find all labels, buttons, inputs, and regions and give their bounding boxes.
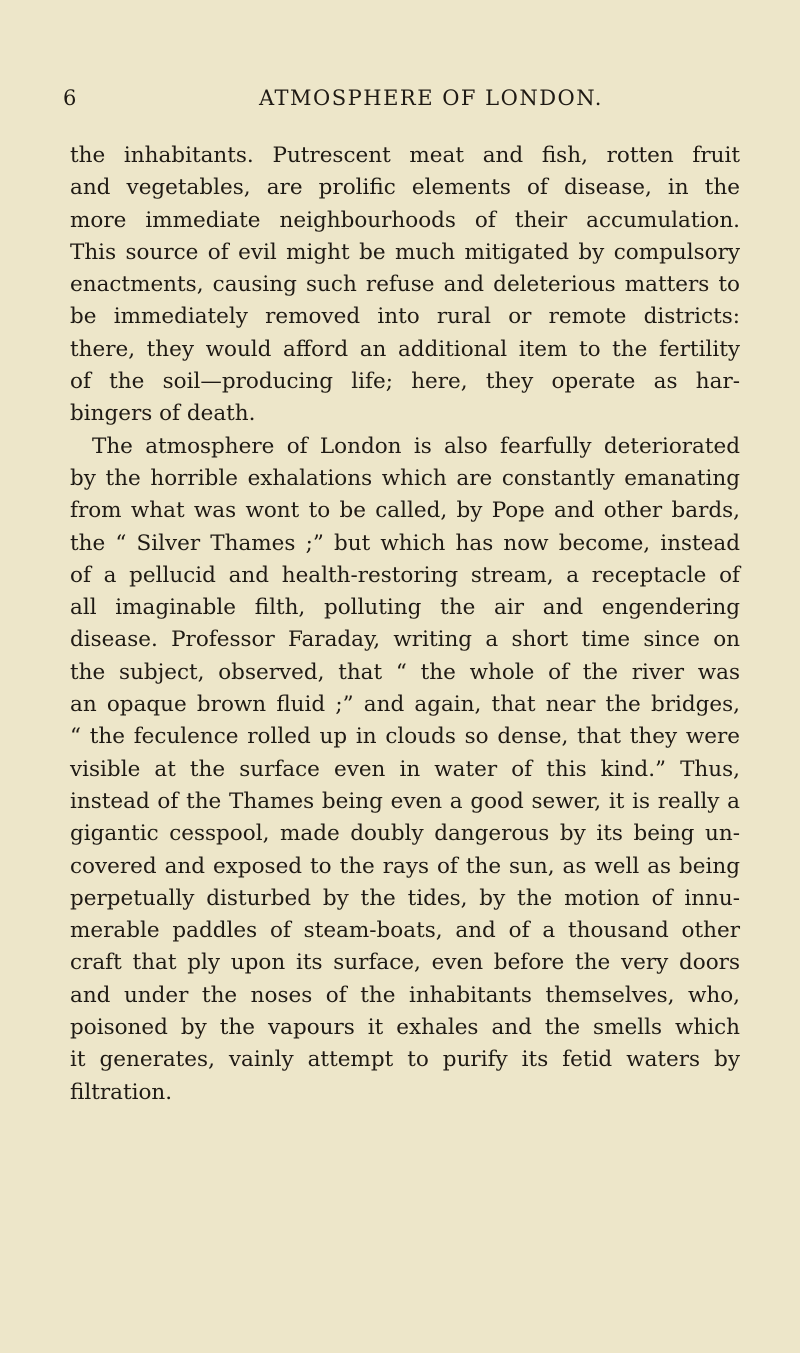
text-line: there, they would afford an additional item to the fertility xyxy=(70,336,740,362)
text-line: disease. Professor Faraday, writing a short time since on xyxy=(70,627,740,653)
text-line: the inhabitants. Putrescent meat and fish, rotten fruit xyxy=(70,143,740,168)
text-line: an opaque brown fluid ;” and again, that near the bridges, xyxy=(70,692,740,718)
text-line: be immediately removed into rural or remote districts: xyxy=(70,304,740,330)
text-line: and under the noses of the inhabitants themselves, who, xyxy=(70,982,740,1008)
text-line: the “ Silver Thames ;” but which has now become, instead xyxy=(70,530,740,556)
running-title: ATMOSPHERE OF LONDON. xyxy=(259,86,603,110)
text-line: and vegetables, are prolific elements of disease, in the xyxy=(70,175,740,201)
text-line: of a pellucid and health-restoring stream, a receptacle of xyxy=(70,562,740,588)
text-line: poisoned by the vapours it exhales and the smells which xyxy=(70,1015,740,1041)
text-line: from what was wont to be called, by Pope and other bards, xyxy=(70,498,740,524)
text-line: instead of the Thames being even a good sewer, it is really a xyxy=(70,788,740,814)
text-line: the subject, observed, that “ the whole of the river was xyxy=(70,659,740,685)
text-line: merable paddles of steam-boats, and of a thousand other xyxy=(70,918,740,944)
text-line: gigantic cesspool, made doubly dangerous by its being un- xyxy=(70,821,740,847)
text-line: enactments, causing such refuse and deleterious matters to xyxy=(70,272,740,298)
text-line: all imaginable filth, polluting the air and engendering xyxy=(70,595,740,621)
text-line: The atmosphere of London is also fearfully deteriorated xyxy=(92,433,740,459)
text-line: by the horrible exhalations which are constantly emanating xyxy=(70,465,740,491)
text-line: perpetually disturbed by the tides, by the motion of innu- xyxy=(70,885,740,911)
body-text xyxy=(70,140,740,1109)
text-line: craft that ply upon its surface, even before the very doors xyxy=(70,950,740,976)
text-line: more immediate neighbourhoods of their accumulation. xyxy=(70,207,740,233)
text-line: covered and exposed to the rays of the sun, as well as being xyxy=(70,853,740,879)
text-line: “ the feculence rolled up in clouds so dense, that they were xyxy=(70,724,740,750)
text-line: filtration. xyxy=(70,1079,173,1105)
text-line: it generates, vainly attempt to purify its fetid waters by xyxy=(70,1047,740,1073)
text-line: bingers of death. xyxy=(70,401,256,427)
text-line: of the soil—producing life; here, they operate as har- xyxy=(70,369,740,395)
text-line: visible at the surface even in water of this kind.” Thus, xyxy=(70,756,740,782)
page-number: 6 xyxy=(63,86,78,110)
text-line: This source of evil might be much mitigated by compulsory xyxy=(70,239,740,265)
running-head xyxy=(63,86,737,126)
